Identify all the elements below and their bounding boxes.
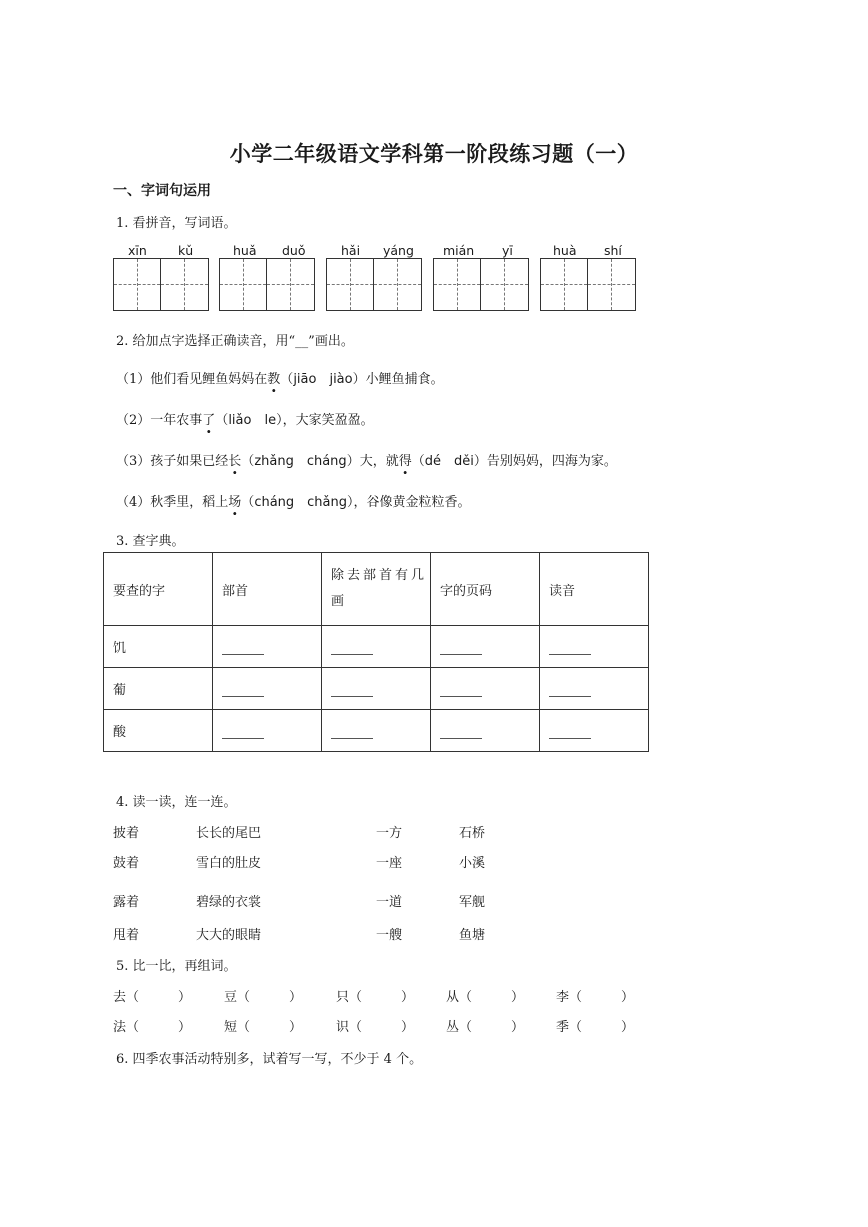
writing-grid[interactable] (433, 258, 529, 311)
grid-cell[interactable] (434, 259, 481, 310)
grid-cell[interactable] (588, 259, 635, 310)
match-item[interactable]: 大大的眼睛 (196, 928, 262, 943)
grid-cell[interactable] (161, 259, 208, 310)
answer-cell[interactable] (431, 668, 540, 710)
dotted-char: 场 (228, 495, 242, 510)
question-4-label: 4. 读一读，连一连。 (116, 795, 237, 810)
table-header: 除去部首有几画 (322, 553, 431, 626)
compare-item[interactable]: 短（ ） (224, 1020, 303, 1035)
table-cell-char: 饥 (104, 626, 213, 668)
table-cell-char: 葡 (104, 668, 213, 710)
match-item[interactable]: 鼓着 (113, 856, 140, 871)
page-title: 小学二年级语文学科第一阶段练习题（一） (229, 142, 639, 166)
compare-item[interactable]: 李（ ） (556, 990, 635, 1005)
grid-cell[interactable] (220, 259, 267, 310)
compare-item[interactable]: 去（ ） (113, 990, 192, 1005)
answer-cell[interactable] (213, 668, 322, 710)
match-item[interactable]: 小溪 (459, 856, 486, 871)
answer-cell[interactable] (322, 668, 431, 710)
match-item[interactable]: 雪白的肚皮 (196, 856, 262, 871)
writing-grid[interactable] (113, 258, 209, 311)
answer-cell[interactable] (540, 710, 649, 752)
pinyin-label: huà (553, 243, 577, 258)
match-item[interactable]: 露着 (113, 895, 140, 910)
answer-cell[interactable] (431, 626, 540, 668)
grid-cell[interactable] (374, 259, 421, 310)
pinyin-label: yáng (383, 243, 414, 258)
grid-cell[interactable] (327, 259, 374, 310)
match-item[interactable]: 一方 (376, 826, 403, 841)
q2-item-1: （1）他们看见鲤鱼妈妈在教（jiāo jiào）小鲤鱼捕食。 (116, 372, 444, 387)
match-item[interactable]: 石桥 (459, 826, 486, 841)
dotted-char: 得 (398, 454, 412, 469)
question-2-label: 2. 给加点字选择正确读音，用“__”画出。 (116, 334, 354, 349)
compare-item[interactable]: 丛（ ） (446, 1020, 525, 1035)
question-1-label: 1. 看拼音，写词语。 (116, 216, 237, 231)
writing-grid[interactable] (219, 258, 315, 311)
compare-item[interactable]: 豆（ ） (224, 990, 303, 1005)
writing-grid[interactable] (326, 258, 422, 311)
pinyin-label: duǒ (282, 243, 306, 258)
match-item[interactable]: 长长的尾巴 (196, 826, 262, 841)
answer-cell[interactable] (322, 710, 431, 752)
pinyin-label: shí (604, 243, 622, 258)
answer-cell[interactable] (213, 710, 322, 752)
table-header: 部首 (213, 553, 322, 626)
compare-item[interactable]: 只（ ） (336, 990, 415, 1005)
pinyin-label: xīn (128, 243, 147, 258)
match-item[interactable]: 碧绿的衣裳 (196, 895, 262, 910)
dotted-char: 教 (267, 372, 281, 387)
pinyin-label: mián (443, 243, 475, 258)
table-header: 读音 (540, 553, 649, 626)
pinyin-options[interactable]: jiāo jiào (293, 372, 353, 387)
pinyin-options[interactable]: cháng chǎng (254, 495, 348, 510)
question-6-label: 6. 四季农事活动特别多，试着写一写，不少于 4 个。 (116, 1052, 423, 1067)
answer-cell[interactable] (322, 626, 431, 668)
dotted-char: 了 (202, 413, 216, 428)
grid-cell[interactable] (481, 259, 528, 310)
table-header: 字的页码 (431, 553, 540, 626)
compare-item[interactable]: 季（ ） (556, 1020, 635, 1035)
dotted-char: 长 (228, 454, 242, 469)
dictionary-table (103, 552, 649, 752)
table-header: 要查的字 (104, 553, 213, 626)
match-item[interactable]: 一座 (376, 856, 403, 871)
answer-cell[interactable] (540, 668, 649, 710)
pinyin-options[interactable]: liǎo le (228, 413, 277, 428)
q2-item-2: （2）一年农事了（liǎo le），大家笑盈盈。 (116, 413, 374, 428)
section-heading: 一、字词句运用 (113, 183, 211, 199)
grid-cell[interactable] (267, 259, 314, 310)
table-cell-char: 酸 (104, 710, 213, 752)
compare-item[interactable]: 从（ ） (446, 990, 525, 1005)
question-5-label: 5. 比一比，再组词。 (116, 959, 237, 974)
q2-item-4: （4）秋季里，稻上场（cháng chǎng），谷像黄金粒粒香。 (116, 495, 471, 510)
answer-cell[interactable] (213, 626, 322, 668)
compare-item[interactable]: 法（ ） (113, 1020, 192, 1035)
pinyin-label: huǎ (233, 243, 257, 258)
question-3-label: 3. 查字典。 (116, 534, 185, 549)
match-item[interactable]: 一艘 (376, 928, 403, 943)
grid-cell[interactable] (541, 259, 588, 310)
writing-grid[interactable] (540, 258, 636, 311)
grid-cell[interactable] (114, 259, 161, 310)
match-item[interactable]: 鱼塘 (459, 928, 486, 943)
answer-cell[interactable] (540, 626, 649, 668)
match-item[interactable]: 披着 (113, 826, 140, 841)
pinyin-label: kǔ (178, 243, 194, 258)
pinyin-label: hǎi (341, 243, 361, 258)
match-item[interactable]: 军舰 (459, 895, 486, 910)
answer-cell[interactable] (431, 710, 540, 752)
pinyin-label: yī (502, 243, 513, 258)
match-item[interactable]: 一道 (376, 895, 403, 910)
q2-item-3: （3）孩子如果已经长（zhǎng cháng）大，就得（dé děi）告别妈妈，四海为家。 (116, 454, 617, 469)
pinyin-options[interactable]: dé děi (424, 454, 474, 469)
compare-item[interactable]: 识（ ） (336, 1020, 415, 1035)
pinyin-options[interactable]: zhǎng cháng (254, 454, 347, 469)
match-item[interactable]: 甩着 (113, 928, 140, 943)
